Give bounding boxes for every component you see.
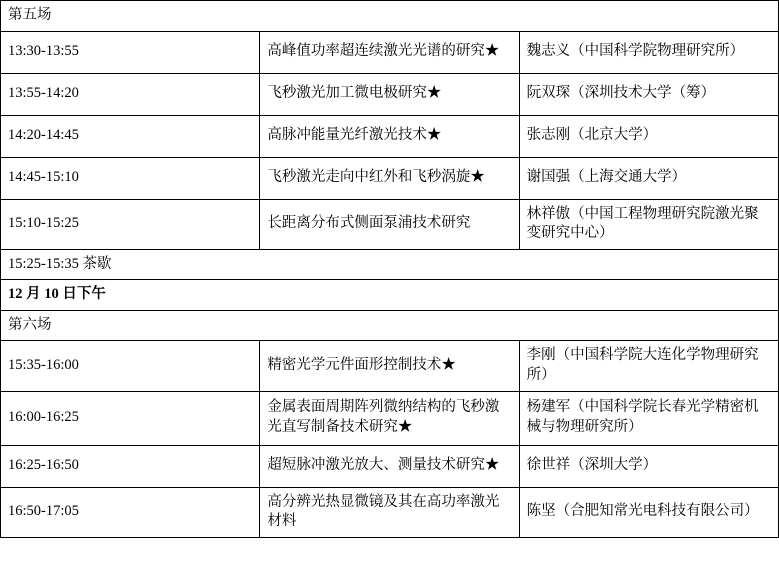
cell-time: 16:25-16:50: [1, 445, 260, 487]
cell-topic: 高峰值功率超连续激光光谱的研究★: [260, 31, 519, 73]
cell-time: 16:50-17:05: [1, 487, 260, 537]
table-row: [1, 157, 779, 199]
cell-time: 14:20-14:45: [1, 115, 260, 157]
cell-speaker: 张志刚（北京大学）: [519, 115, 778, 157]
cell-speaker: 陈坚（合肥知常光电科技有限公司）: [519, 487, 778, 537]
cell-topic: 金属表面周期阵列微纳结构的飞秒激光直写制备技术研究★: [260, 391, 519, 445]
cell-time: 15:10-15:25: [1, 199, 260, 249]
cell-time: 13:55-14:20: [1, 73, 260, 115]
cell-topic: 长距离分布式侧面泵浦技术研究: [260, 199, 519, 249]
table-row: [1, 73, 779, 115]
date-header-cell: 12 月 10 日下午: [1, 280, 779, 311]
table-row: [1, 310, 779, 341]
table-row: [1, 115, 779, 157]
table-row: [1, 341, 779, 391]
cell-speaker: 谢国强（上海交通大学）: [519, 157, 778, 199]
cell-speaker: 杨建军（中国科学院长春光学精密机械与物理研究所）: [519, 391, 778, 445]
table-row: [1, 280, 779, 311]
cell-topic: 精密光学元件面形控制技术★: [260, 341, 519, 391]
cell-topic: 飞秒激光加工微电极研究★: [260, 73, 519, 115]
table-row: [1, 1, 779, 32]
table-row: [1, 249, 779, 280]
table-row: [1, 445, 779, 487]
table-row: [1, 199, 779, 249]
cell-time: 14:45-15:10: [1, 157, 260, 199]
cell-speaker: 徐世祥（深圳大学）: [519, 445, 778, 487]
cell-time: 13:30-13:55: [1, 31, 260, 73]
cell-speaker: 阮双琛（深圳技术大学（筹）: [519, 73, 778, 115]
cell-speaker: 李刚（中国科学院大连化学物理研究所）: [519, 341, 778, 391]
schedule-body: [1, 1, 779, 538]
section-header-cell: 第六场: [1, 310, 779, 341]
table-row: [1, 487, 779, 537]
table-row: [1, 31, 779, 73]
cell-topic: 高分辨光热显微镜及其在高功率激光材料: [260, 487, 519, 537]
cell-topic: 高脉冲能量光纤激光技术★: [260, 115, 519, 157]
table-row: [1, 391, 779, 445]
section-header-cell: 第五场: [1, 1, 779, 32]
cell-topic: 超短脉冲激光放大、测量技术研究★: [260, 445, 519, 487]
cell-speaker: 林祥傲（中国工程物理研究院激光聚变研究中心）: [519, 199, 778, 249]
cell-time: 15:35-16:00: [1, 341, 260, 391]
break-row-cell: 15:25-15:35 茶歇: [1, 249, 779, 280]
cell-time: 16:00-16:25: [1, 391, 260, 445]
cell-speaker: 魏志义（中国科学院物理研究所）: [519, 31, 778, 73]
cell-topic: 飞秒激光走向中红外和飞秒涡旋★: [260, 157, 519, 199]
